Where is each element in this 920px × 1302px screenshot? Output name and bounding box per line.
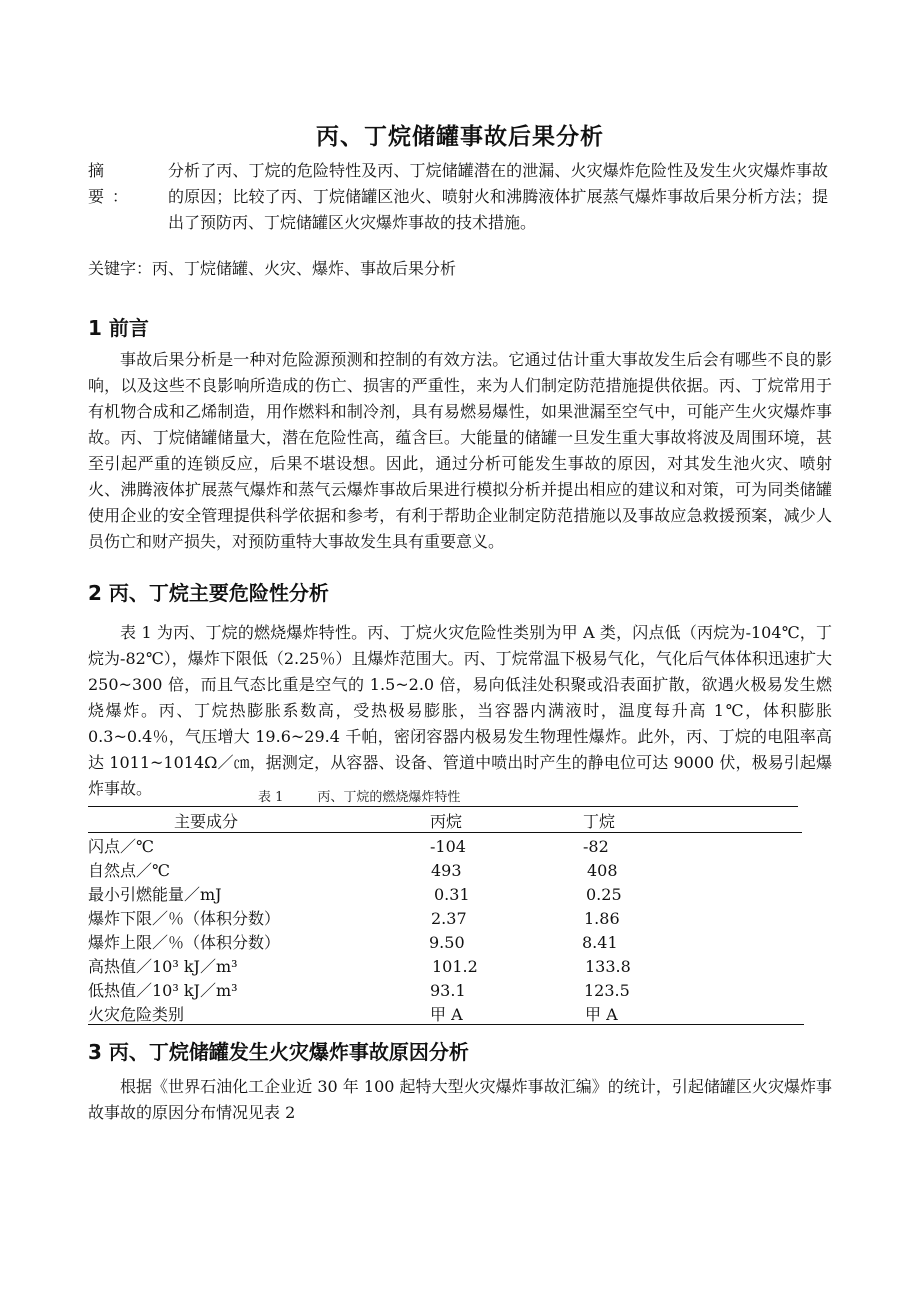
table-cell-butane: 1.86 bbox=[584, 909, 620, 928]
table-row bbox=[88, 835, 808, 859]
table-cell-property: 火灾危险类别 bbox=[88, 1005, 185, 1024]
table-header-row bbox=[88, 810, 808, 834]
table-row bbox=[88, 931, 808, 955]
table-cell-property: 高热值／10³ kJ／m³ bbox=[88, 957, 238, 976]
table-cell-butane: -82 bbox=[583, 837, 609, 856]
table-header-propane: 丙烷 bbox=[430, 812, 463, 831]
table-cell-butane: 8.41 bbox=[582, 933, 618, 952]
table-caption-title: 丙、丁烷的燃烧爆炸特性 bbox=[317, 790, 461, 805]
abstract-text: 分析了丙、丁烷的危险特性及丙、丁烷储罐潜在的泄漏、火灾爆炸危险性及发生火灾爆炸事故的原因；比较了丙、丁烷储罐区池火、喷射火和沸腾液体扩展蒸气爆炸事故后果分析方法；提出了预防丙、丁烷储罐区火灾爆炸事故的技术措施。 bbox=[168, 161, 828, 232]
table-cell-property: 自然点／℃ bbox=[88, 861, 170, 880]
abstract bbox=[88, 158, 828, 236]
table-cell-property: 最小引燃能量／mJ bbox=[88, 885, 222, 904]
table-header-butane: 丁烷 bbox=[583, 812, 616, 831]
table-header-component: 主要成分 bbox=[174, 812, 239, 831]
table-cell-property: 闪点／℃ bbox=[88, 837, 154, 856]
section-3-heading: 3 丙、丁烷储罐发生火灾爆炸事故原因分析 bbox=[88, 1040, 469, 1064]
table-row bbox=[88, 859, 808, 883]
table-cell-propane: 甲 A bbox=[430, 1005, 463, 1024]
table-row bbox=[88, 955, 808, 979]
table-bottom-rule bbox=[88, 1024, 804, 1025]
table-cell-butane: 133.8 bbox=[585, 957, 631, 976]
table-cell-property: 爆炸下限／％（体积分数） bbox=[88, 909, 281, 928]
section-1-heading: 1 前言 bbox=[88, 316, 149, 340]
table-header-rule bbox=[88, 832, 802, 833]
table-cell-propane: 2.37 bbox=[431, 909, 467, 928]
table-cell-propane: 0.31 bbox=[434, 885, 470, 904]
table-caption-number: 表 1 bbox=[258, 790, 284, 805]
section-1-paragraph: 事故后果分析是一种对危险源预测和控制的有效方法。它通过估计重大事故发生后会有哪些不良的影响，以及这些不良影响所造成的伤亡、损害的严重性，来为人们制定防范措施提供依据。丙、丁烷常用于有机物合成和乙烯制造，用作燃料和制冷剂，具有易燃易爆性，如果泄漏至空气中，可能产生火灾爆炸事故。丙、丁烷储罐储量大，潜在危险性高，蕴含巨。大能量的储罐一旦发生重大事故将波及周围环境，甚至引起严重的连锁反应，后果不堪设想。因此，通过分析可能发生事故的原因，对其发生池火灾、喷射火、沸腾液体扩展蒸气爆炸和蒸气云爆炸事故后果进行模拟分析并提出相应的建议和对策，可为同类储罐使用企业的安全管理提供科学依据和参考，有利于帮助企业制定防范措施以及事故应急救援预案，减少人员伤亡和财产损失，对预防重特大事故发生具有重要意义。 bbox=[88, 350, 832, 551]
table-cell-propane: 9.50 bbox=[429, 933, 465, 952]
table-cell-property: 低热值／10³ kJ／m³ bbox=[88, 981, 238, 1000]
table-cell-propane: 93.1 bbox=[430, 981, 466, 1000]
table-cell-propane: 493 bbox=[431, 861, 462, 880]
table-cell-propane: -104 bbox=[430, 837, 466, 856]
section-2-heading: 2 丙、丁烷主要危险性分析 bbox=[88, 581, 329, 605]
table-top-rule bbox=[88, 806, 798, 807]
table-cell-butane: 408 bbox=[587, 861, 618, 880]
table-cell-butane: 甲 A bbox=[585, 1005, 618, 1024]
section-3-paragraph: 根据《世界石油化工企业近 30 年 100 起特大型火灾爆炸事故汇编》的统计，引起储罐区火灾爆炸事故事故的原因分布情况见表 2 bbox=[88, 1077, 832, 1122]
table-row bbox=[88, 883, 808, 907]
table-row bbox=[88, 907, 808, 931]
abstract-label: 摘 要： bbox=[88, 161, 137, 206]
table-cell-propane: 101.2 bbox=[432, 957, 478, 976]
table-cell-butane: 123.5 bbox=[584, 981, 630, 1000]
table-cell-butane: 0.25 bbox=[586, 885, 622, 904]
document-title: 丙、丁烷储罐事故后果分析 bbox=[316, 124, 604, 150]
table-cell-property: 爆炸上限／％（体积分数） bbox=[88, 933, 281, 952]
table-caption bbox=[258, 788, 460, 808]
table-row bbox=[88, 979, 808, 1003]
section-2-paragraph: 表 1 为丙、丁烷的燃烧爆炸特性。丙、丁烷火灾危险性类别为甲 A 类，闪点低（丙烷为-104℃，丁烷为-82℃），爆炸下限低（2.25％）且爆炸范围大。丙、丁烷常温下极易气化，气化后气体体积迅速扩大 250~300 倍，而且气态比重是空气的 1.5~2.0 倍，易向低洼处积聚或沿表面扩散，欲遇火极易发生燃烧爆炸。丙、丁烷热膨胀系数高，受热极易膨胀，当容器内满液时，温度每升高 1℃，体积膨胀 0.3~0.4％，气压增大 19.6~29.4 千帕，密闭容器内极易发生物理性爆炸。此外，丙、丁烷的电阻率高达 1011~1014Ω／㎝，据测定，从容器、设备、管道中喷出时产生的静电位可达 9000 伏，极易引起爆炸事故。 bbox=[88, 623, 832, 798]
keywords: 关键字：丙、丁烷储罐、火灾、爆炸、事故后果分析 bbox=[88, 259, 457, 278]
